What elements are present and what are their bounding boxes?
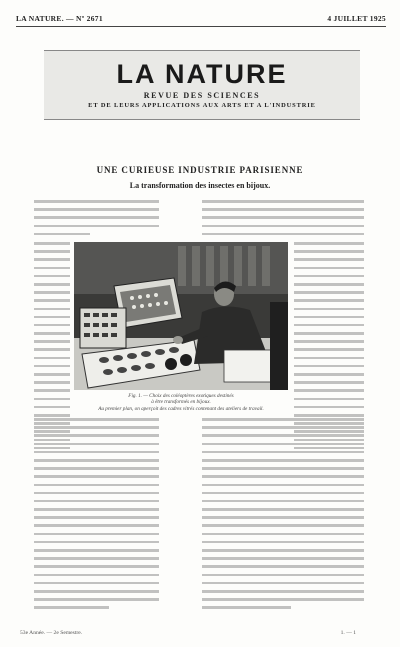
text-line: [202, 216, 364, 219]
text-line: [34, 283, 70, 286]
text-line: [294, 381, 364, 384]
text-line: [202, 443, 364, 446]
masthead-tagline: ET DE LEURS APPLICATIONS AUX ARTS ET A L'INDUSTRIE: [88, 102, 316, 109]
text-line: [202, 434, 364, 437]
text-line: [202, 516, 364, 519]
text-line: [294, 365, 364, 368]
figure-photo: [74, 242, 288, 390]
page-number: 1. — 1: [340, 630, 356, 636]
text-line: [294, 258, 364, 261]
text-line: [34, 340, 70, 343]
text-line: [34, 582, 159, 585]
text-line: [34, 291, 70, 294]
article-subtitle: La transformation des insectes en bijoux.: [129, 181, 271, 190]
masthead-subtitle: REVUE DES SCIENCES: [143, 91, 261, 100]
text-line: [202, 590, 364, 593]
text-line: [34, 500, 159, 503]
text-line: [294, 283, 364, 286]
text-line: [294, 373, 364, 376]
text-line: [294, 357, 364, 360]
text-line: [202, 426, 364, 429]
text-line: [294, 324, 364, 327]
text-line: [294, 242, 364, 245]
text-line: [34, 324, 70, 327]
text-line: [294, 332, 364, 335]
text-line: [34, 451, 159, 454]
text-line: [34, 443, 159, 446]
journal-issue: LA NATURE. — Nº 2671: [16, 14, 103, 23]
text-line: [202, 524, 364, 527]
text-line: [34, 250, 70, 253]
text-line: [294, 348, 364, 351]
text-line: [34, 598, 159, 601]
text-line: [34, 299, 70, 302]
volume-info: 53e Année. — 2e Semestre.: [20, 630, 83, 636]
text-line: [294, 340, 364, 343]
text-line: [34, 200, 159, 203]
text-line: [34, 208, 159, 211]
text-line: [294, 308, 364, 311]
masthead-title: LA NATURE: [116, 59, 288, 89]
text-line: [34, 332, 70, 335]
text-line: [294, 267, 364, 270]
text-line: [34, 258, 70, 261]
text-line: [202, 233, 364, 236]
article-title: UNE CURIEUSE INDUSTRIE PARISIENNE: [96, 165, 304, 175]
text-line: [34, 590, 159, 593]
text-line: [202, 451, 364, 454]
text-line: [202, 606, 291, 609]
text-line: [34, 365, 70, 368]
text-line: [202, 475, 364, 478]
text-line: [294, 299, 364, 302]
text-column-right-top: [202, 200, 364, 241]
caption-line: Fig. 1. — Choix des coléoptères exotiques destinés: [128, 393, 234, 399]
text-line: [34, 508, 159, 511]
caption-line: à être transformés en bijoux.: [151, 399, 211, 406]
text-line: [202, 200, 364, 203]
text-line: [202, 549, 364, 552]
running-head: [16, 14, 386, 27]
text-line: [34, 484, 159, 487]
text-line: [34, 316, 70, 319]
workshop-photo: [74, 242, 288, 390]
text-line: [294, 406, 364, 409]
text-column-left-bottom: [34, 418, 159, 615]
text-line: [202, 484, 364, 487]
text-line: [294, 275, 364, 278]
text-line: [34, 225, 159, 228]
text-line: [34, 216, 159, 219]
text-line: [34, 516, 159, 519]
text-column-right-bottom: [202, 418, 364, 615]
text-line: [34, 426, 159, 429]
text-line: [34, 541, 159, 544]
page-footer: [16, 630, 386, 640]
text-line: [202, 598, 364, 601]
text-line: [34, 389, 70, 392]
text-line: [34, 275, 70, 278]
text-line: [34, 606, 109, 609]
text-line: [202, 492, 364, 495]
text-column-left-top: [34, 200, 159, 241]
text-line: [294, 250, 364, 253]
text-line: [294, 398, 364, 401]
text-line: [34, 492, 159, 495]
text-line: [202, 225, 364, 228]
text-line: [34, 398, 70, 401]
text-line: [34, 357, 70, 360]
text-line: [34, 418, 159, 421]
text-line: [294, 291, 364, 294]
text-line: [34, 414, 70, 417]
text-line: [34, 381, 70, 384]
text-line: [202, 582, 364, 585]
text-line: [202, 208, 364, 211]
text-line: [34, 565, 159, 568]
text-line: [294, 414, 364, 417]
text-line: [202, 500, 364, 503]
text-line: [34, 557, 159, 560]
text-line: [34, 308, 70, 311]
text-line: [34, 434, 159, 437]
text-line: [34, 406, 70, 409]
text-line: [202, 541, 364, 544]
text-line: [202, 418, 364, 421]
text-line: [34, 574, 159, 577]
text-line: [294, 389, 364, 392]
text-line: [202, 533, 364, 536]
text-line: [202, 459, 364, 462]
text-line: [34, 267, 70, 270]
caption-line: Au premier plan, on aperçoit des cadres vitrés contenant des ateliers de travail.: [98, 405, 264, 412]
text-line: [202, 574, 364, 577]
text-line: [34, 348, 70, 351]
text-line: [34, 233, 90, 236]
text-line: [34, 242, 70, 245]
text-line: [34, 533, 159, 536]
text-line: [34, 373, 70, 376]
text-line: [34, 475, 159, 478]
text-line: [294, 316, 364, 319]
figure-caption: [74, 393, 288, 412]
text-line: [34, 524, 159, 527]
text-line: [202, 557, 364, 560]
text-line: [34, 467, 159, 470]
issue-date: 4 JUILLET 1925: [327, 14, 386, 23]
text-line: [34, 459, 159, 462]
text-line: [34, 549, 159, 552]
masthead: [44, 50, 360, 120]
text-line: [202, 508, 364, 511]
text-line: [202, 565, 364, 568]
text-line: [202, 467, 364, 470]
